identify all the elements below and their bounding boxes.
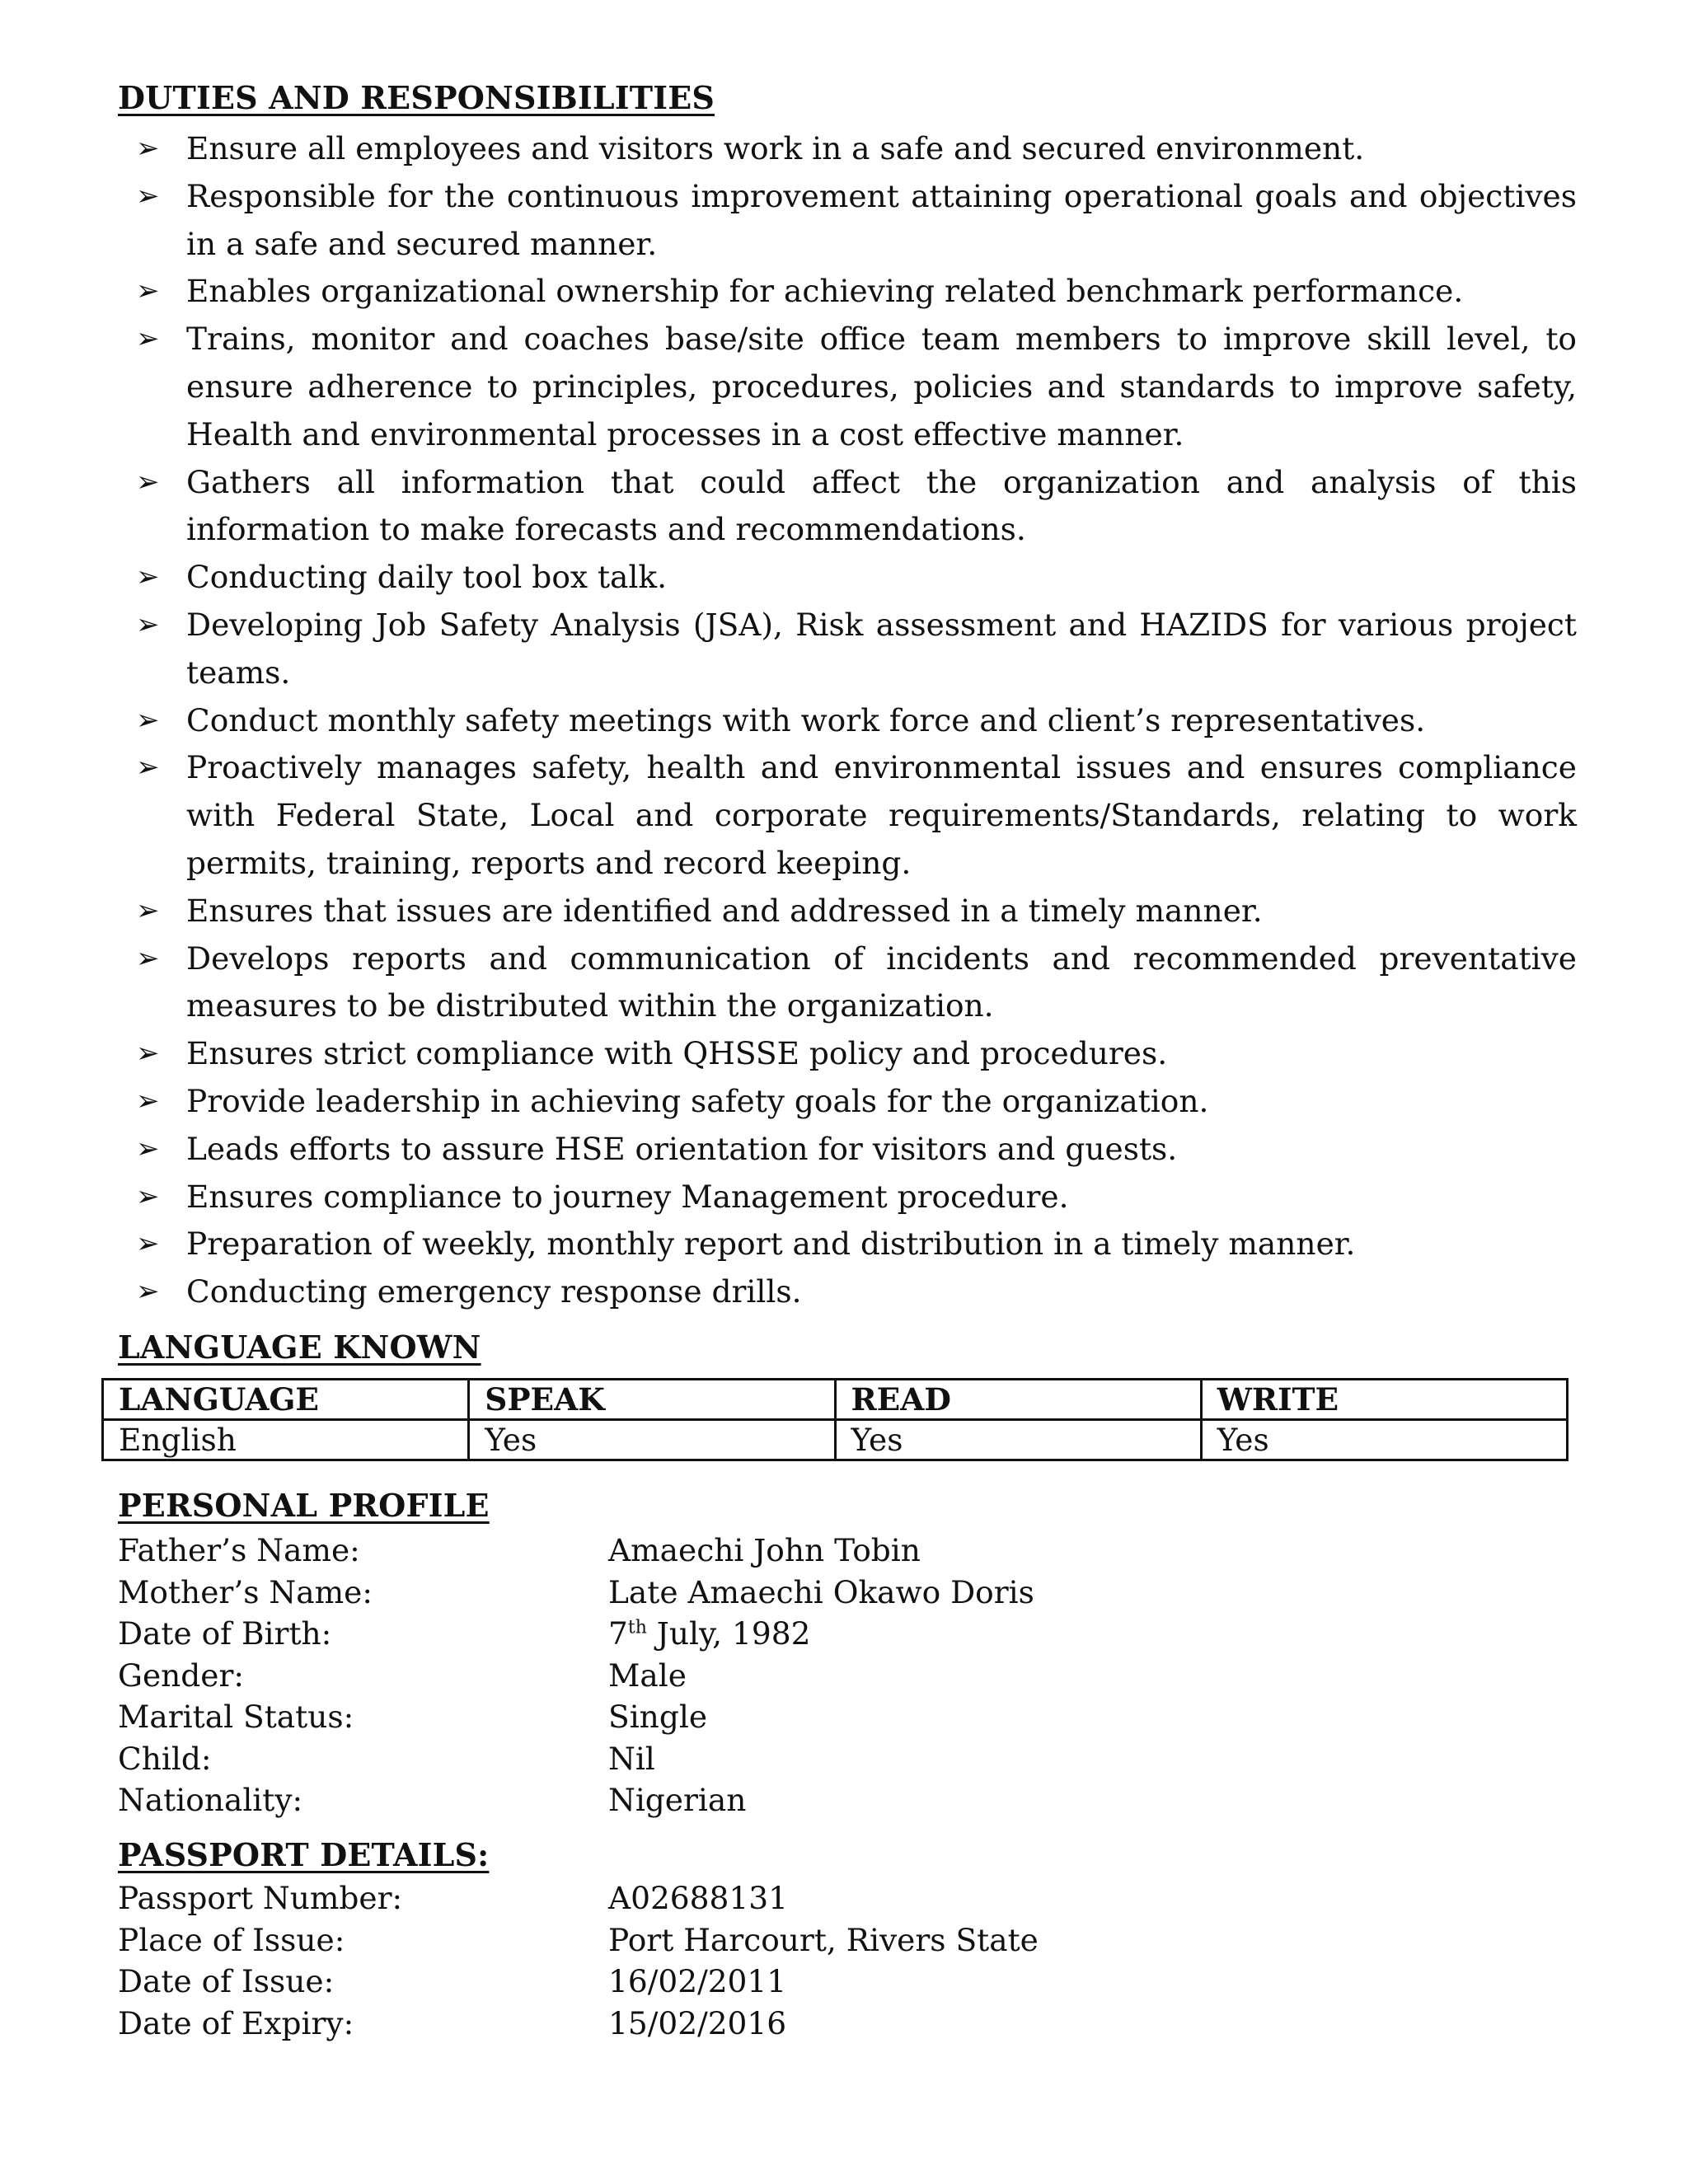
passport-details-heading: PASSPORT DETAILS:: [118, 1836, 490, 1873]
field-value: Single: [608, 1699, 708, 1735]
passport-row: [118, 2003, 1039, 2045]
field-value: Port Harcourt, Rivers State: [608, 1921, 1039, 1958]
arrow-bullet-icon: ➢: [136, 1132, 160, 1165]
table-header-row: [103, 1380, 1568, 1420]
field-label: Passport Number:: [118, 1880, 403, 1916]
duty-item: ➢ Trains, monitor and coaches base/site office team members to improve skill level, to ensure adherence to principles, procedures, policies and standards to improve safety, Health and environmental processes in a cost effective manner.: [118, 316, 1577, 458]
dob-ordinal-suffix: th: [627, 1617, 647, 1638]
field-label: Gender:: [118, 1657, 245, 1694]
table-cell-read: Yes: [835, 1420, 1201, 1460]
arrow-bullet-icon: ➢: [136, 560, 160, 594]
column-header-language: LANGUAGE: [103, 1380, 469, 1420]
arrow-bullet-icon: ➢: [136, 1037, 160, 1071]
personal-profile-heading: PERSONAL PROFILE: [118, 1487, 490, 1524]
arrow-bullet-icon: ➢: [136, 179, 160, 213]
duty-item: ➢ Responsible for the continuous improvement attaining operational goals and objectives in a safe and secured manner.: [118, 173, 1577, 269]
field-value: Amaechi John Tobin: [608, 1532, 921, 1568]
passport-details-list: [118, 1877, 1039, 2044]
duty-item: ➢ Ensures strict compliance with QHSSE policy and procedures.: [118, 1030, 1577, 1078]
field-value: Nil: [608, 1740, 655, 1777]
field-value: Male: [608, 1657, 687, 1694]
duty-item: ➢ Gathers all information that could affect the organization and analysis of this information to make forecasts and recommendations.: [118, 459, 1577, 555]
passport-row: [118, 1961, 1039, 2003]
field-value: [608, 1613, 810, 1655]
duty-item: ➢ Ensure all employees and visitors work in a safe and secured environment.: [118, 125, 1577, 173]
profile-row-nationality: [118, 1779, 1034, 1821]
table-cell-write: Yes: [1201, 1420, 1567, 1460]
duty-item: ➢ Ensures compliance to journey Management procedure.: [118, 1174, 1577, 1221]
field-label: Child:: [118, 1740, 212, 1777]
profile-row-child: [118, 1738, 1034, 1780]
arrow-bullet-icon: ➢: [136, 941, 160, 975]
column-header-write: WRITE: [1201, 1380, 1567, 1420]
arrow-bullet-icon: ➢: [136, 703, 160, 737]
duty-item: ➢ Leads efforts to assure HSE orientation for visitors and guests.: [118, 1126, 1577, 1174]
profile-row-gender: [118, 1655, 1034, 1697]
field-value: Late Amaechi Okawo Doris: [608, 1573, 1034, 1610]
duty-item: ➢ Conduct monthly safety meetings with work force and client’s representatives.: [118, 697, 1577, 745]
field-label: Place of Issue:: [118, 1921, 345, 1958]
arrow-bullet-icon: ➢: [136, 1227, 160, 1261]
duty-item: ➢ Provide leadership in achieving safety goals for the organization.: [118, 1078, 1577, 1126]
field-value: A02688131: [608, 1880, 788, 1916]
duty-item: ➢ Enables organizational ownership for achieving related benchmark performance.: [118, 268, 1577, 316]
arrow-bullet-icon: ➢: [136, 1179, 160, 1213]
arrow-bullet-icon: ➢: [136, 1275, 160, 1309]
column-header-speak: SPEAK: [469, 1380, 835, 1420]
language-heading: LANGUAGE KNOWN: [118, 1329, 481, 1366]
arrow-bullet-icon: ➢: [136, 132, 160, 165]
duty-item: ➢ Develops reports and communication of incidents and recommended preventative measures to be distributed within the organization.: [118, 935, 1577, 1031]
arrow-bullet-icon: ➢: [136, 465, 160, 499]
arrow-bullet-icon: ➢: [136, 1084, 160, 1118]
table-cell-speak: Yes: [469, 1420, 835, 1460]
passport-row: [118, 1919, 1039, 1961]
column-header-read: READ: [835, 1380, 1201, 1420]
passport-row: [118, 1877, 1039, 1919]
arrow-bullet-icon: ➢: [136, 893, 160, 927]
dob-month-year: July, 1982: [646, 1615, 811, 1652]
duty-item: ➢ Conducting emergency response drills.: [118, 1268, 1577, 1316]
duties-list: [118, 125, 1577, 1316]
duty-item: ➢ Developing Job Safety Analysis (JSA), Risk assessment and HAZIDS for various project teams.: [118, 602, 1577, 697]
field-value: Nigerian: [608, 1782, 747, 1818]
field-value: 16/02/2011: [608, 1963, 787, 1999]
duty-item: ➢ Conducting daily tool box talk.: [118, 554, 1577, 602]
profile-row-marital-status: [118, 1696, 1034, 1738]
profile-row-date-of-birth: [118, 1613, 1034, 1655]
duty-item: ➢ Ensures that issues are identified and addressed in a timely manner.: [118, 888, 1577, 935]
field-value: 15/02/2016: [608, 2004, 787, 2041]
arrow-bullet-icon: ➢: [136, 322, 160, 356]
profile-row-mothers-name: [118, 1572, 1034, 1614]
table-cell-language: English: [103, 1420, 469, 1460]
duty-item: ➢ Preparation of weekly, monthly report and distribution in a timely manner.: [118, 1221, 1577, 1268]
field-label: Date of Birth:: [118, 1615, 332, 1652]
duties-heading: DUTIES AND RESPONSIBILITIES: [118, 79, 715, 116]
dob-day: 7: [608, 1615, 628, 1652]
field-label: Date of Issue:: [118, 1963, 335, 1999]
field-label: Nationality:: [118, 1782, 303, 1818]
field-label: Mother’s Name:: [118, 1573, 373, 1610]
table-row: [103, 1420, 1568, 1460]
arrow-bullet-icon: ➢: [136, 274, 160, 308]
arrow-bullet-icon: ➢: [136, 607, 160, 641]
field-label: Marital Status:: [118, 1699, 354, 1735]
duty-item: ➢ Proactively manages safety, health and environmental issues and ensures compliance with Federal State, Local and corporate requirements/Standards, relating to work permits, training, reports and record keeping.: [118, 744, 1577, 887]
field-label: Date of Expiry:: [118, 2004, 354, 2041]
profile-row-fathers-name: [118, 1530, 1034, 1572]
personal-profile-list: [118, 1530, 1034, 1821]
language-table: [101, 1378, 1568, 1461]
arrow-bullet-icon: ➢: [136, 751, 160, 785]
field-label: Father’s Name:: [118, 1532, 360, 1568]
